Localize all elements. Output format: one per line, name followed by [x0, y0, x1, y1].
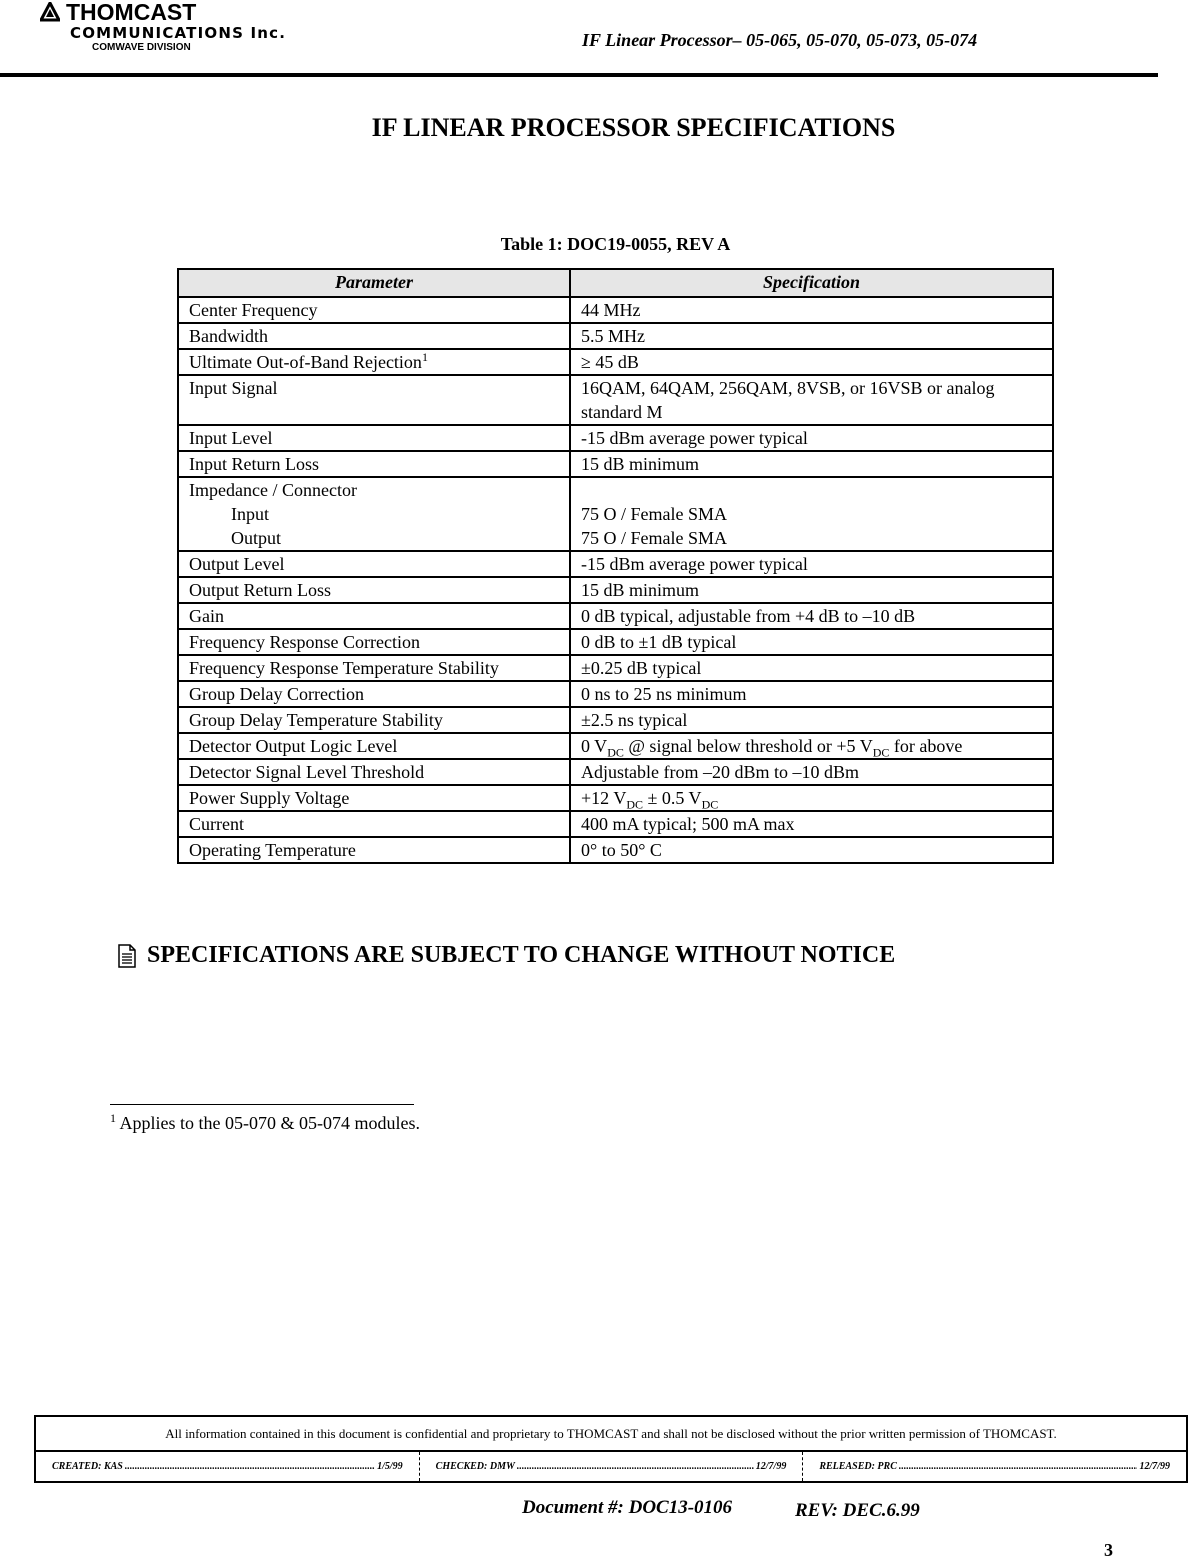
table-caption: Table 1: DOC19-0055, REV A — [500, 234, 731, 254]
table-row — [178, 707, 1053, 733]
spec-cell: 0 ns to 25 ns minimum — [570, 681, 1053, 707]
spec-cell: 16QAM, 64QAM, 256QAM, 8VSB, or 16VSB or analog standard M — [570, 375, 1053, 425]
header-divider — [0, 73, 1158, 77]
released-label: RELEASED: PRC — [819, 1461, 897, 1472]
spec-output: 75 O / Female SMA — [581, 528, 727, 548]
table-row — [178, 477, 1053, 551]
company-logo — [40, 0, 340, 54]
spec-cell: ≥ 45 dB — [570, 349, 1053, 375]
spec-text: ± 0.5 V — [643, 788, 702, 808]
column-header-parameter: Parameter — [178, 269, 570, 297]
param-cell: Gain — [178, 603, 570, 629]
company-name: THOMCAST — [66, 0, 197, 25]
table-row — [178, 451, 1053, 477]
dot-leader — [125, 1461, 375, 1472]
table-row — [178, 425, 1053, 451]
param-cell: Input Level — [178, 425, 570, 451]
spec-text: +12 V — [581, 788, 627, 808]
table-row — [178, 375, 1053, 425]
footer-signoff-row — [36, 1452, 1186, 1481]
spec-cell: ±2.5 ns typical — [570, 707, 1053, 733]
document-header-title: IF Linear Processor– 05-065, 05-070, 05-073, 05-074 — [582, 30, 978, 50]
table-row — [178, 785, 1053, 811]
notice-text: SPECIFICATIONS ARE SUBJECT TO CHANGE WITHOUT NOTICE — [147, 942, 896, 968]
param-text: Impedance / Connector — [189, 480, 357, 500]
page-number: 3 — [1104, 1540, 1113, 1560]
table-row — [178, 655, 1053, 681]
param-cell: Group Delay Temperature Stability — [178, 707, 570, 733]
document-icon — [117, 944, 137, 968]
thomcast-logo-icon — [40, 2, 60, 22]
param-cell: Output Level — [178, 551, 570, 577]
footnote-number: 1 — [110, 1111, 116, 1125]
dot-leader — [517, 1461, 754, 1472]
param-cell: Input Return Loss — [178, 451, 570, 477]
division-name: COMWAVE DIVISION — [92, 42, 191, 53]
spec-cell — [570, 477, 1053, 551]
param-sub-input: Input — [231, 504, 269, 524]
created-label: CREATED: KAS — [52, 1461, 123, 1472]
spec-cell: 5.5 MHz — [570, 323, 1053, 349]
param-sub-output: Output — [231, 528, 282, 548]
table-row — [178, 323, 1053, 349]
param-cell: Operating Temperature — [178, 837, 570, 863]
table-row — [178, 603, 1053, 629]
table-header-row — [178, 269, 1053, 297]
table-row — [178, 733, 1053, 759]
spec-cell: 0° to 50° C — [570, 837, 1053, 863]
checked-date: 12/7/99 — [755, 1461, 787, 1472]
notice — [117, 942, 895, 969]
param-cell: Bandwidth — [178, 323, 570, 349]
param-cell: Center Frequency — [178, 297, 570, 323]
checked-label: CHECKED: DMW — [435, 1461, 515, 1472]
footnote-text: Applies to the 05-070 & 05-074 modules. — [116, 1113, 420, 1133]
footnote-ref: 1 — [421, 350, 428, 364]
column-header-specification: Specification — [570, 269, 1053, 297]
spec-cell: ±0.25 dB typical — [570, 655, 1053, 681]
dot-leader — [899, 1461, 1138, 1472]
param-cell: Group Delay Correction — [178, 681, 570, 707]
spec-subscript: DC — [607, 745, 624, 760]
param-cell: Detector Output Logic Level — [178, 733, 570, 759]
table-row — [178, 681, 1053, 707]
spec-cell: Adjustable from –20 dBm to –10 dBm — [570, 759, 1053, 785]
created-date: 1/5/99 — [377, 1461, 403, 1472]
footnote-divider — [110, 1104, 414, 1105]
spec-cell: 15 dB minimum — [570, 577, 1053, 603]
table-row — [178, 837, 1053, 863]
spec-input: 75 O / Female SMA — [581, 504, 727, 524]
footer-box — [34, 1415, 1188, 1483]
param-cell: Frequency Response Temperature Stability — [178, 655, 570, 681]
param-cell: Output Return Loss — [178, 577, 570, 603]
param-cell: Power Supply Voltage — [178, 785, 570, 811]
spec-cell: 44 MHz — [570, 297, 1053, 323]
spec-cell — [570, 733, 1053, 759]
page-title: IF LINEAR PROCESSOR SPECIFICATIONS — [371, 113, 896, 142]
spec-table — [177, 268, 1054, 864]
spec-subscript: DC — [872, 745, 890, 760]
spec-text: @ signal below threshold or +5 V — [623, 736, 873, 756]
checked-cell — [420, 1452, 804, 1481]
param-cell — [178, 349, 570, 375]
table-row — [178, 759, 1053, 785]
spec-cell: 0 dB typical, adjustable from +4 dB to –10 dB — [570, 603, 1053, 629]
param-cell: Input Signal — [178, 375, 570, 425]
table-row — [178, 297, 1053, 323]
table-row — [178, 811, 1053, 837]
table-row — [178, 551, 1053, 577]
spec-cell — [570, 785, 1053, 811]
spec-cell: 0 dB to ±1 dB typical — [570, 629, 1053, 655]
param-text: Ultimate Out-of-Band Rejection — [189, 352, 422, 372]
released-date: 12/7/99 — [1139, 1461, 1171, 1472]
company-subtitle: COMMUNICATIONS Inc. — [70, 24, 287, 42]
param-cell — [178, 477, 570, 551]
table-row — [178, 349, 1053, 375]
spec-text: for above — [889, 736, 963, 756]
param-cell: Current — [178, 811, 570, 837]
released-cell — [803, 1452, 1186, 1481]
confidentiality-notice: All information contained in this document is confidential and proprietary to THOMCAST and shall not be disclosed without the prior written permission of THOMCAST. — [36, 1417, 1186, 1452]
spec-subscript: DC — [626, 797, 643, 812]
spec-cell: 400 mA typical; 500 mA max — [570, 811, 1053, 837]
document-number: Document #: DOC13-0106 — [522, 1497, 733, 1518]
spec-cell: -15 dBm average power typical — [570, 425, 1053, 451]
spec-subscript: DC — [701, 797, 719, 812]
spec-text: 0 V — [581, 736, 608, 756]
spec-cell: -15 dBm average power typical — [570, 551, 1053, 577]
revision: REV: DEC.6.99 — [795, 1500, 920, 1521]
table-row — [178, 629, 1053, 655]
table-row — [178, 577, 1053, 603]
param-cell: Detector Signal Level Threshold — [178, 759, 570, 785]
created-cell — [36, 1452, 420, 1481]
param-cell: Frequency Response Correction — [178, 629, 570, 655]
footnote — [110, 1113, 420, 1134]
spec-cell: 15 dB minimum — [570, 451, 1053, 477]
